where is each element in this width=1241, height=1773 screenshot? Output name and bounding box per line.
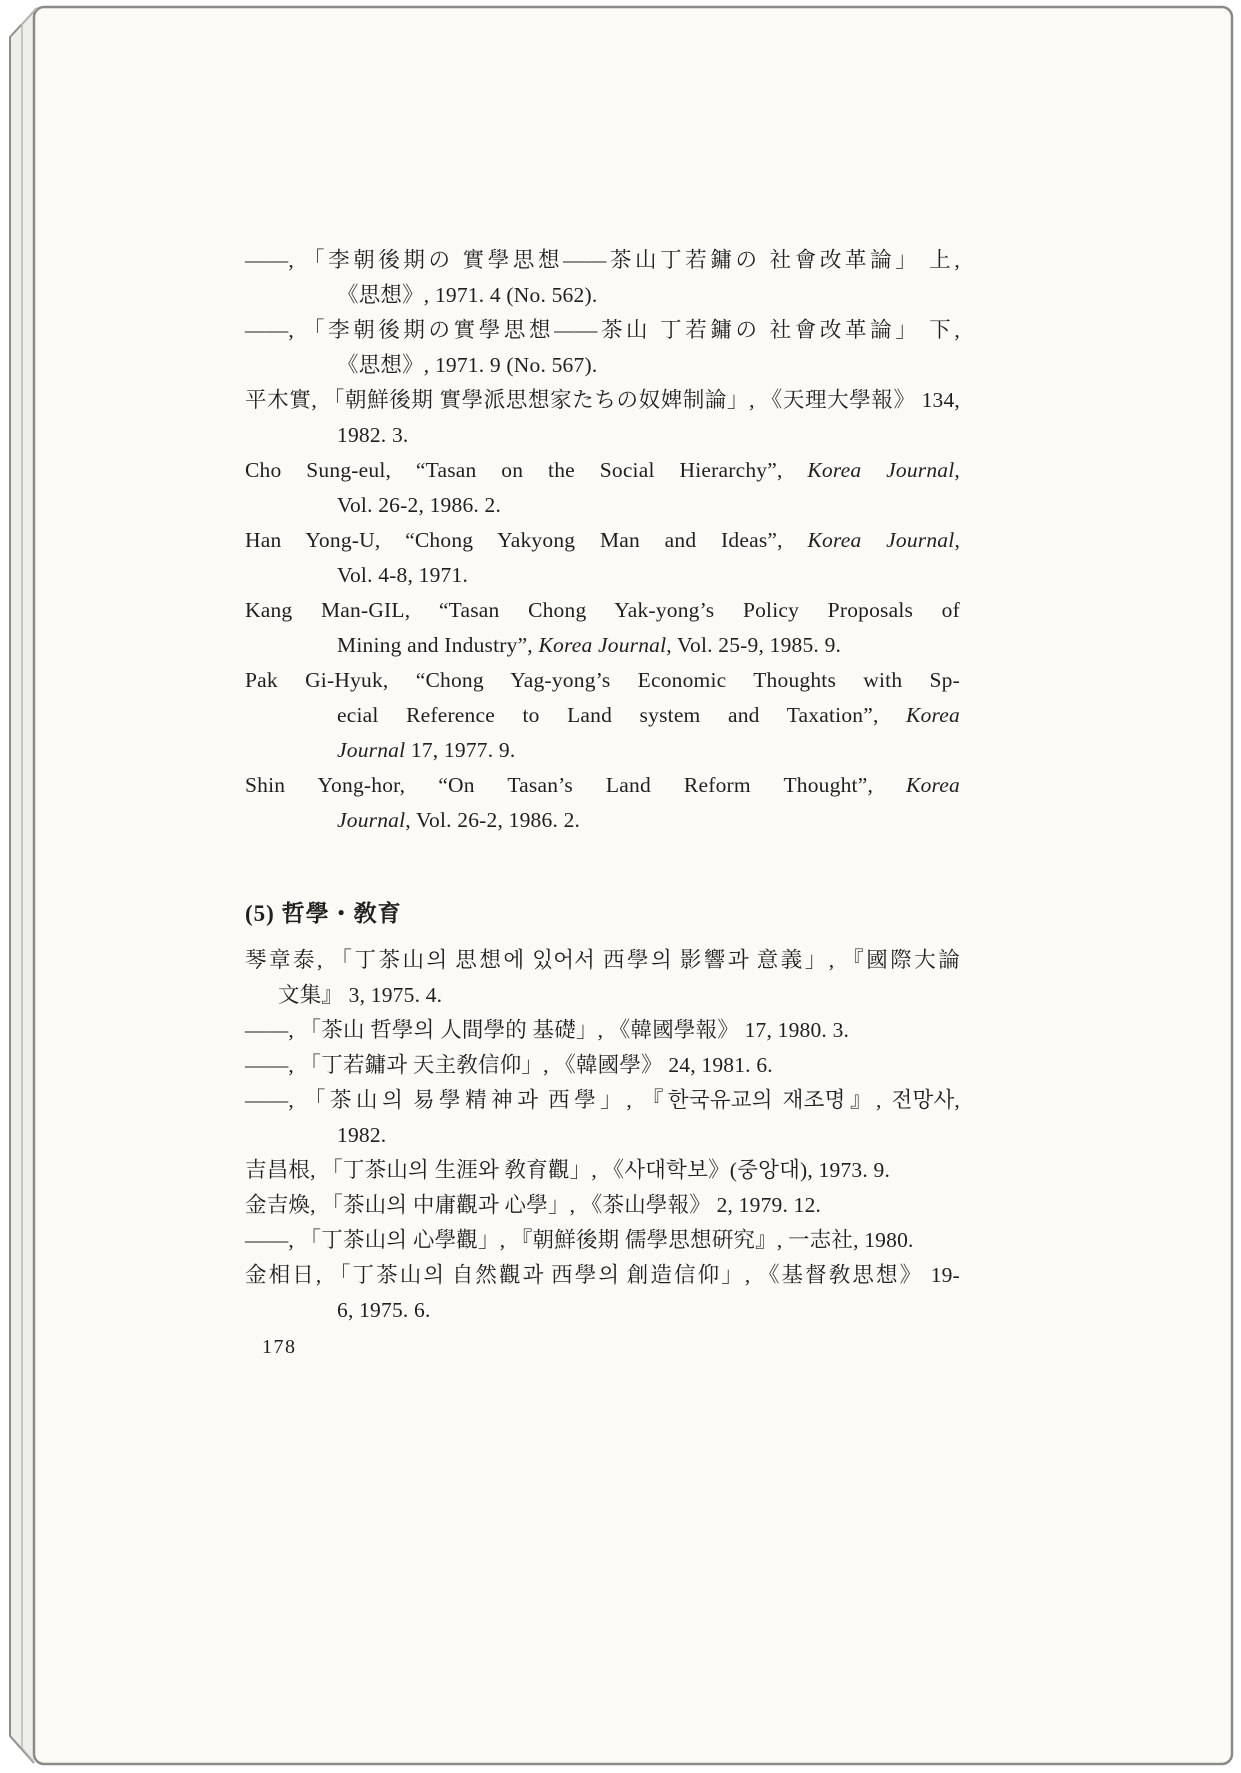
bibliography-block-1: [245, 243, 960, 838]
bibliography-entry: [245, 453, 960, 523]
entry-text: 《思想》, 1971. 4 (No. 562).: [337, 283, 598, 307]
entry-text: ——, 「李朝後期の 實學思想——茶山丁若鏞の 社會改革論」 上,: [245, 248, 960, 272]
entry-line: [245, 453, 960, 488]
bibliography-entry: [245, 243, 960, 313]
entry-line: [245, 523, 960, 558]
entry-text: 1982.: [337, 1123, 387, 1147]
entry-text: Kang Man-GIL, “Tasan Chong Yak-yong’s Policy Proposals of: [245, 598, 960, 622]
entry-line: [245, 313, 960, 348]
entry-line: [245, 418, 960, 453]
bibliography-entry: [245, 1223, 960, 1258]
entry-line: [245, 348, 960, 383]
entry-text: 平木實, 「朝鮮後期 實學派思想家たちの奴婢制論」, 《天理大學報》 134,: [245, 388, 960, 412]
entry-line: [245, 1013, 960, 1048]
entry-text: Pak Gi-Hyuk, “Chong Yag-yong’s Economic Thoughts with Sp-: [245, 668, 960, 692]
journal-title-text: Journal: [337, 808, 406, 832]
bibliography-entry: [245, 523, 960, 593]
entry-text: ——, 「茶山의 易學精神과 西學」, 『한국유교의 재조명』, 전망사,: [245, 1088, 960, 1112]
bibliography-entry: [245, 593, 960, 663]
bibliography-entry: [245, 1188, 960, 1223]
entry-line: [245, 1083, 960, 1118]
bibliography-entry: [245, 943, 960, 1013]
page-number: 178: [262, 1336, 297, 1358]
entry-text: 6, 1975. 6.: [337, 1298, 431, 1322]
entry-line: [245, 488, 960, 523]
entry-line: [245, 1118, 960, 1153]
entry-line: [245, 943, 960, 978]
entry-line: [245, 698, 960, 733]
page-content: [245, 243, 960, 1328]
journal-title-text: Journal: [337, 738, 406, 762]
journal-title-text: Korea: [906, 703, 960, 727]
entry-text: Han Yong-U, “Chong Yakyong Man and Ideas”,: [245, 528, 808, 552]
entry-text: ——, 「丁茶山의 心學觀」, 『朝鮮後期 儒學思想硏究』, 一志社, 1980.: [245, 1228, 914, 1252]
entry-text: Vol. 4-8, 1971.: [337, 563, 469, 587]
entry-text: 《思想》, 1971. 9 (No. 567).: [337, 353, 598, 377]
journal-title-text: Korea Journal: [807, 528, 955, 552]
bibliography-entry: [245, 1258, 960, 1328]
entry-text: 金相日, 「丁茶山의 自然觀과 西學의 創造信仰」, 《基督敎思想》 19-: [245, 1263, 960, 1287]
entry-line: [245, 1258, 960, 1293]
entry-line: [245, 1048, 960, 1083]
entry-text: 金吉煥, 「茶山의 中庸觀과 心學」, 《茶山學報》 2, 1979. 12.: [245, 1193, 822, 1217]
bibliography-entry: [245, 1083, 960, 1153]
entry-text: ——, 「茶山 哲學의 人間學的 基礎」, 《韓國學報》 17, 1980. 3.: [245, 1018, 850, 1042]
entry-line: [245, 1188, 960, 1223]
bibliography-block-2: [245, 943, 960, 1328]
entry-line: [245, 558, 960, 593]
entry-line: [245, 1293, 960, 1328]
bibliography-entry: [245, 1153, 960, 1188]
entry-text: , Vol. 26-2, 1986. 2.: [405, 808, 581, 832]
entry-text: , Vol. 25-9, 1985. 9.: [666, 633, 842, 657]
journal-title-text: Korea Journal: [538, 633, 667, 657]
entry-line: [245, 1153, 960, 1188]
entry-text: Mining and Industry”,: [337, 633, 539, 657]
entry-line: [245, 803, 960, 838]
entry-line: [245, 383, 960, 418]
bibliography-entry: [245, 663, 960, 768]
entry-line: [245, 243, 960, 278]
entry-text: ecial Reference to Land system and Taxation”,: [337, 703, 907, 727]
entry-text: 文集』 3, 1975. 4.: [278, 983, 443, 1007]
entry-text: 琴章泰, 「丁茶山의 思想에 있어서 西學의 影響과 意義」, 『國際大論: [245, 948, 960, 972]
bibliography-entry: [245, 383, 960, 453]
entry-text: ,: [954, 458, 960, 482]
entry-line: [245, 663, 960, 698]
entry-line: [245, 628, 960, 663]
entry-text: ——, 「李朝後期の實學思想——茶山 丁若鏞の 社會改革論」 下,: [245, 318, 960, 342]
entry-line: [245, 978, 960, 1013]
entry-line: [245, 1223, 960, 1258]
bibliography-entry: [245, 1013, 960, 1048]
bibliography-entry: [245, 768, 960, 838]
entry-text: ——, 「丁若鏞과 天主敎信仰」, 《韓國學》 24, 1981. 6.: [245, 1053, 773, 1077]
journal-title-text: Korea: [906, 773, 960, 797]
entry-text: 吉昌根, 「丁茶山의 生涯와 敎育觀」, 《사대학보》(중앙대), 1973. 9.: [245, 1158, 891, 1182]
entry-text: Cho Sung-eul, “Tasan on the Social Hierarchy”,: [245, 458, 808, 482]
bibliography-entry: [245, 313, 960, 383]
bibliography-entry: [245, 1048, 960, 1083]
entry-text: ,: [954, 528, 961, 552]
entry-line: [245, 733, 960, 768]
journal-title-text: Korea Journal: [807, 458, 955, 482]
entry-text: 17, 1977. 9.: [405, 738, 516, 762]
entry-text: 1982. 3.: [337, 423, 409, 447]
section-heading: (5) 哲學・敎育: [245, 901, 402, 926]
entry-text: Shin Yong-hor, “On Tasan’s Land Reform Thought”,: [245, 773, 907, 797]
entry-line: [245, 593, 960, 628]
entry-text: Vol. 26-2, 1986. 2.: [337, 493, 502, 517]
entry-line: [245, 278, 960, 313]
entry-line: [245, 768, 960, 803]
